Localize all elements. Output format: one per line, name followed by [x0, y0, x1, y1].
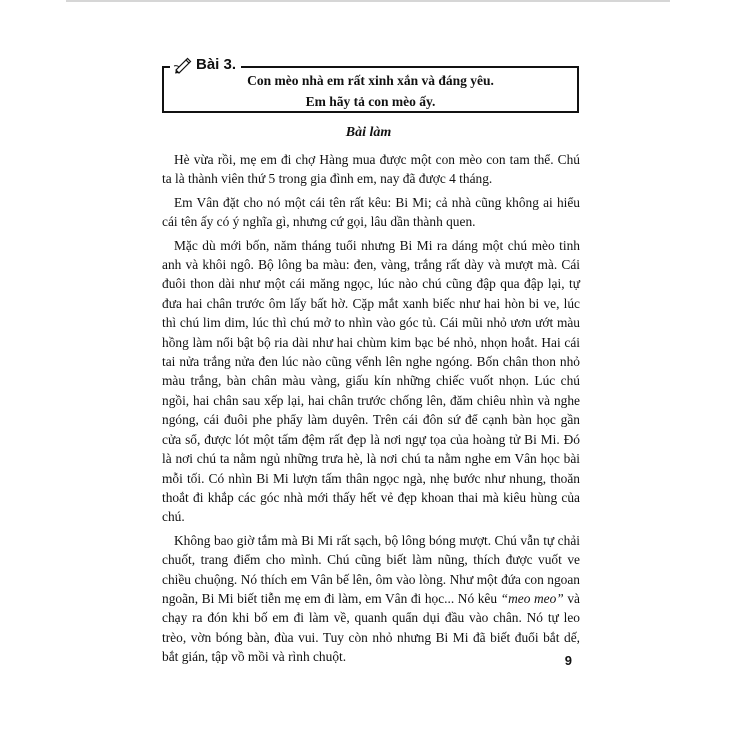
exercise-label: Bài 3.	[196, 56, 237, 73]
essay-paragraph-1: Hè vừa rồi, mẹ em đi chợ Hàng mua được một con mèo con tam thể. Chú ta là thành viên thứ 5 trong gia đình em, nay đã được 4 tháng.	[162, 152, 580, 187]
essay-body	[162, 150, 580, 671]
meo-meo-quote: “meo meo”	[500, 590, 564, 606]
prompt-line-1: Con mèo nhà em rất xinh xắn và đáng yêu.	[247, 73, 494, 88]
pencil-icon	[173, 56, 193, 74]
essay-paragraph-4-start: Không bao giờ tắm mà Bi Mi rất sạch, bộ lông bóng mượt. Chú vẫn tự chải chuốt, trang điểm cho mình. Chú cũng biết làm nũng, thích được vuốt ve chiều chuộng. Nó thích em Vân bế lên, ôm vào lòng. Như một đứa con ngoan ngoãn, Bi Mi biết tiễn mẹ em đi làm, em Vân đi học... Nó kêu	[162, 532, 580, 606]
essay-paragraph-3: Mặc dù mới bốn, năm tháng tuổi nhưng Bi Mi ra dáng một chú mèo tinh anh và khôi ngô. Bộ lông ba màu: đen, vàng, trắng rất dày và mượt mà. Cái đuôi thon dài như một cái măng ngọc, lúc nào chú cũng đập qua đập lại, tự đưa hai chân trước ôm lấy bất hờ. Cặp mắt xanh biếc như hai hòn bi ve, lúc thì chú lim dim, lúc thì chú mở to nhìn vào góc tủ. Cái mũi nhỏ ươn ướt màu hồng làm nổi bật bộ ria dài như hai chùm kim bạc bé nhỏ, nhọn hoắt. Hai cái tai nửa trắng nửa đen lúc nào cũng vểnh lên nghe ngóng. Bốn chân thon nhỏ màu trắng, bàn chân màu vàng, giấu kín những chiếc vuốt nhọn. Lúc chú ngồi, hai chân sau xếp lại, hai chân trước chống lên, đăm chiêu nhìn và nghe ngóng, cái đuôi phe phẩy làm duyên. Trên cái đôn sứ để cạnh bàn học gần cửa sổ, được lót một tấm đệm rất đẹp là nơi ngự tọa của hoàng tử Bi Mi. Đó là nơi chú ta nằm ngủ những trưa hè, là nơi chú ta nằm nghe em Vân học bài mỗi tối. Có nhìn Bi Mi lượn tấm thân ngọc ngà, nhẹ bước như nhung, thoăn thoắt đi khắp các góc nhà mới thấy hết vẻ đẹp khoan thai mà kiêu hùng của chú.	[162, 237, 580, 525]
prompt-line-2: Em hãy tả con mèo ấy.	[305, 94, 436, 109]
page-number: 9	[564, 653, 572, 668]
top-rule	[66, 0, 670, 2]
answer-heading: Bài làm	[345, 125, 392, 140]
essay-paragraph-4-end: và chạy ra đón khi bố em đi làm về, quanh quẩn dụi đầu vào chân. Nó tự leo trèo, vờn bóng bàn, đùa vui. Tuy còn nhỏ nhưng Bi Mi đã biết đuổi bắt dế, bắt gián, tập vồ mồi và rình chuột.	[162, 590, 580, 665]
exercise-tag	[170, 55, 241, 75]
essay-paragraph-4	[162, 531, 580, 667]
essay-paragraph-2: Em Vân đặt cho nó một cái tên rất kêu: Bi Mi; cả nhà cũng không ai hiểu cái tên ấy có ý nghĩa gì, nhưng cứ gọi, lâu dần thành quen.	[162, 194, 580, 230]
